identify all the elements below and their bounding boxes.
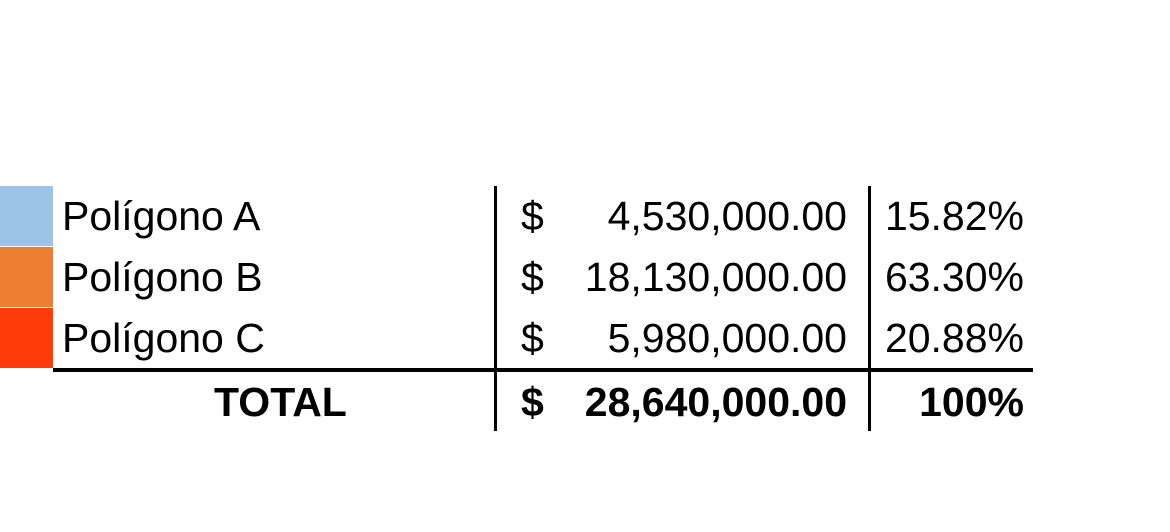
total-currency-symbol: $ [521,379,544,425]
total-amount: 28,640,000.00 [584,379,847,425]
row-amount: 5,980,000.00 [607,315,847,361]
row-amount: 4,530,000.00 [607,193,847,239]
row-name: Polígono C [62,315,265,361]
column-separator-amount [494,186,497,431]
row-percent: 63.30% [884,254,1024,300]
legend-swatch-a [0,186,53,246]
row-name: Polígono A [62,193,261,239]
total-percent: 100% [919,379,1024,425]
row-name: Polígono B [62,254,263,300]
currency-symbol: $ [521,193,544,239]
column-separator-percent [868,186,871,431]
row-percent: 15.82% [884,193,1024,239]
currency-symbol: $ [521,315,544,361]
total-label: TOTAL [214,379,347,425]
legend-swatch-b [0,247,53,307]
row-amount: 18,130,000.00 [584,254,847,300]
legend-swatch-c [0,308,53,368]
row-percent: 20.88% [884,315,1024,361]
currency-symbol: $ [521,254,544,300]
